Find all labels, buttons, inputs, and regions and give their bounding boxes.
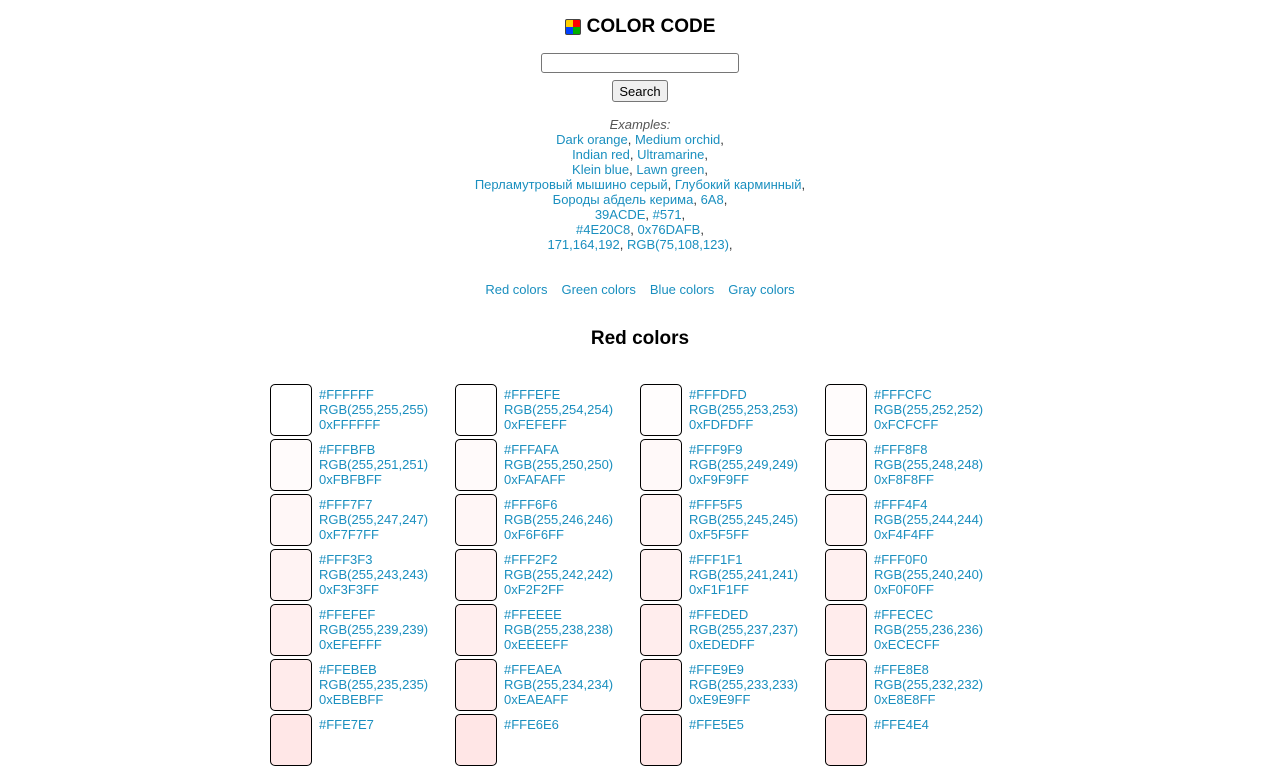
page-header: [0, 16, 1280, 40]
color-hex-link[interactable]: #FFE6E6: [504, 717, 559, 732]
color-info-line: [689, 472, 798, 487]
color-info: [874, 387, 983, 432]
color-hex-link[interactable]: #FFF1F1: [689, 552, 743, 567]
color-rgb-link[interactable]: RGB(255,245,245): [689, 512, 799, 527]
color-info-line: [689, 717, 744, 732]
color-swatch[interactable]: [825, 494, 867, 546]
color-info-line: [504, 472, 613, 487]
color-item: [455, 439, 635, 491]
color-hex-link[interactable]: #FFE4E4: [874, 717, 929, 732]
color-swatch[interactable]: [455, 714, 497, 766]
color-swatch[interactable]: [640, 549, 682, 601]
color-code-link[interactable]: 0xF6F6FF: [504, 527, 564, 542]
color-swatch[interactable]: [455, 494, 497, 546]
color-swatch[interactable]: [270, 604, 312, 656]
color-info: [874, 662, 983, 707]
color-info-line: [319, 622, 428, 637]
section-title: Red colors: [590, 328, 690, 349]
separator: ,: [704, 162, 708, 177]
nav-link-red-colors[interactable]: Red colors: [485, 282, 548, 297]
color-hex-link[interactable]: #FFFAFA: [504, 442, 559, 457]
color-hex-link[interactable]: #FFECEC: [874, 607, 934, 622]
examples-line: [0, 192, 1280, 207]
color-info-line: [504, 677, 613, 692]
color-info-line: [874, 402, 983, 417]
color-hex-link[interactable]: #FFF5F5: [689, 497, 743, 512]
examples-line: [0, 222, 1280, 237]
example-link[interactable]: 171,164,192: [547, 237, 620, 252]
separator: ,: [693, 192, 701, 207]
color-swatch[interactable]: [640, 659, 682, 711]
color-info-line: [689, 442, 798, 457]
nav-link-gray-colors[interactable]: Gray colors: [728, 282, 795, 297]
color-code-link[interactable]: 0xEBEBFF: [319, 692, 384, 707]
color-info: [319, 387, 428, 432]
color-info-line: [504, 637, 613, 652]
color-swatch[interactable]: [825, 384, 867, 436]
color-swatch[interactable]: [640, 714, 682, 766]
color-info-line: [689, 582, 798, 597]
color-info: [689, 497, 798, 542]
color-info: [689, 442, 798, 487]
color-code-link[interactable]: 0xFBFBFF: [319, 472, 382, 487]
example-link[interactable]: RGB(75,108,123): [627, 237, 729, 252]
color-info-line: [504, 607, 613, 622]
color-info-line: [874, 417, 983, 432]
color-info-line: [319, 717, 374, 732]
color-hex-link[interactable]: #FFEEEE: [504, 607, 562, 622]
color-info-line: [874, 527, 983, 542]
color-code-link[interactable]: 0xEAEAFF: [504, 692, 569, 707]
color-code-link[interactable]: 0xEFEFFF: [319, 637, 382, 652]
color-swatch[interactable]: [455, 439, 497, 491]
color-rgb-link[interactable]: RGB(255,247,247): [319, 512, 429, 527]
color-logo-icon: [565, 19, 581, 35]
color-rgb-link[interactable]: RGB(255,240,240): [874, 567, 984, 582]
color-code-link[interactable]: 0xFFFFFF: [319, 417, 381, 432]
color-info-line: [319, 552, 428, 567]
color-rgb-link[interactable]: RGB(255,246,246): [504, 512, 614, 527]
examples-line: [0, 177, 1280, 192]
color-info: [874, 552, 983, 597]
color-code-link[interactable]: 0xF5F5FF: [689, 527, 749, 542]
color-info-line: [874, 677, 983, 692]
color-info-line: [689, 567, 798, 582]
color-item: [270, 439, 450, 491]
separator: ,: [619, 237, 627, 252]
search-bar: [0, 53, 1280, 73]
examples-label: Examples:: [609, 117, 671, 132]
color-info-line: [504, 622, 613, 637]
color-info: [504, 442, 613, 487]
example-link[interactable]: 39ACDE: [594, 207, 646, 222]
color-info: [504, 552, 613, 597]
color-info-line: [319, 457, 428, 472]
color-info-line: [319, 497, 428, 512]
color-hex-link[interactable]: #FFF9F9: [689, 442, 743, 457]
color-swatch[interactable]: [825, 549, 867, 601]
color-code-link[interactable]: 0xECECFF: [874, 637, 940, 652]
example-link[interactable]: #571: [652, 207, 682, 222]
color-info-line: [319, 692, 428, 707]
color-info-line: [504, 582, 613, 597]
color-hex-link[interactable]: #FFF7F7: [319, 497, 373, 512]
color-rgb-link[interactable]: RGB(255,252,252): [874, 402, 984, 417]
color-swatch[interactable]: [640, 384, 682, 436]
color-info-line: [874, 637, 983, 652]
color-info-line: [689, 417, 798, 432]
color-swatch[interactable]: [455, 384, 497, 436]
color-rgb-link[interactable]: RGB(255,238,238): [504, 622, 614, 637]
separator: ,: [723, 192, 728, 207]
color-info: [319, 497, 428, 542]
color-hex-link[interactable]: #FFE8E8: [874, 662, 929, 677]
color-info-line: [319, 567, 428, 582]
color-info: [319, 717, 374, 732]
color-hex-link[interactable]: #FFEFEF: [319, 607, 376, 622]
color-hex-link[interactable]: #FFF6F6: [504, 497, 558, 512]
color-rgb-link[interactable]: RGB(255,244,244): [874, 512, 984, 527]
color-hex-link[interactable]: #FFF3F3: [319, 552, 373, 567]
color-code-link[interactable]: 0xE8E8FF: [874, 692, 936, 707]
color-item: [825, 384, 1005, 436]
color-rgb-link[interactable]: RGB(255,248,248): [874, 457, 984, 472]
color-info: [874, 442, 983, 487]
color-info-line: [319, 472, 428, 487]
example-link[interactable]: 6A8: [700, 192, 724, 207]
color-item: [640, 714, 820, 766]
color-hex-link[interactable]: #FFE9E9: [689, 662, 744, 677]
color-swatch[interactable]: [825, 604, 867, 656]
color-item: [825, 604, 1005, 656]
color-info-line: [689, 457, 798, 472]
color-info-line: [874, 692, 983, 707]
color-rgb-link[interactable]: RGB(255,236,236): [874, 622, 984, 637]
search-button[interactable]: Search: [612, 80, 667, 102]
color-rgb-link[interactable]: RGB(255,237,237): [689, 622, 799, 637]
example-link[interactable]: 0x76DAFB: [637, 222, 701, 237]
example-link[interactable]: #4E20C8: [576, 222, 631, 237]
color-item: [640, 384, 820, 436]
color-rgb-link[interactable]: RGB(255,243,243): [319, 567, 429, 582]
color-swatch[interactable]: [825, 714, 867, 766]
color-info-line: [874, 717, 929, 732]
color-info: [504, 607, 613, 652]
example-link[interactable]: Глубокий карминный: [674, 177, 802, 192]
example-link[interactable]: Indian red: [572, 147, 630, 162]
color-item: [825, 439, 1005, 491]
examples-line: [0, 147, 1280, 162]
color-info: [319, 442, 428, 487]
color-code-link[interactable]: 0xF0F0FF: [874, 582, 934, 597]
color-item: [270, 604, 450, 656]
color-info: [689, 552, 798, 597]
color-info: [319, 662, 428, 707]
color-hex-link[interactable]: #FFE5E5: [689, 717, 744, 732]
color-info-line: [319, 607, 428, 622]
color-info-line: [689, 637, 798, 652]
color-info: [689, 717, 744, 732]
examples-list: [0, 117, 1280, 252]
color-info-line: [689, 622, 798, 637]
color-item: [455, 714, 635, 766]
separator: ,: [728, 237, 733, 252]
color-rgb-link[interactable]: RGB(255,242,242): [504, 567, 614, 582]
color-item: [455, 494, 635, 546]
color-swatch[interactable]: [270, 714, 312, 766]
color-info-line: [319, 582, 428, 597]
color-code-link[interactable]: 0xE9E9FF: [689, 692, 751, 707]
color-info: [504, 717, 559, 732]
examples-line: [0, 237, 1280, 252]
color-hex-link[interactable]: #FFE7E7: [319, 717, 374, 732]
color-info-line: [689, 607, 798, 622]
color-swatch[interactable]: [455, 659, 497, 711]
color-info-line: [689, 552, 798, 567]
examples-line: [0, 162, 1280, 177]
example-link[interactable]: Dark orange: [556, 132, 628, 147]
color-swatch[interactable]: [640, 439, 682, 491]
color-item: [640, 659, 820, 711]
color-info-line: [874, 442, 983, 457]
separator: ,: [720, 132, 724, 147]
color-info-line: [319, 677, 428, 692]
color-item: [640, 439, 820, 491]
color-info-line: [504, 497, 613, 512]
color-swatch[interactable]: [825, 659, 867, 711]
color-info-line: [504, 692, 613, 707]
color-info: [689, 607, 798, 652]
color-info-line: [874, 552, 983, 567]
color-hex-link[interactable]: #FFEDED: [689, 607, 749, 622]
color-rgb-link[interactable]: RGB(255,239,239): [319, 622, 429, 637]
example-link[interactable]: Бороды абдель керима: [552, 192, 694, 207]
separator: ,: [801, 177, 806, 192]
color-info-line: [504, 512, 613, 527]
color-info-line: [874, 497, 983, 512]
color-info-line: [689, 662, 798, 677]
color-code-link[interactable]: 0xFAFAFF: [504, 472, 566, 487]
color-info-line: [689, 402, 798, 417]
color-hex-link[interactable]: #FFFCFC: [874, 387, 932, 402]
search-button-wrap: [0, 80, 1280, 102]
color-swatch[interactable]: [270, 494, 312, 546]
color-info: [504, 497, 613, 542]
color-info-line: [874, 387, 983, 402]
color-info-line: [504, 402, 613, 417]
separator: ,: [645, 207, 653, 222]
color-code-link[interactable]: 0xF8F8FF: [874, 472, 934, 487]
color-swatch[interactable]: [270, 439, 312, 491]
color-info: [874, 607, 983, 652]
color-info: [504, 387, 613, 432]
color-info-line: [504, 442, 613, 457]
color-hex-link[interactable]: #FFF4F4: [874, 497, 928, 512]
color-swatch[interactable]: [640, 494, 682, 546]
color-info: [874, 717, 929, 732]
color-hex-link[interactable]: #FFF0F0: [874, 552, 928, 567]
color-rgb-link[interactable]: RGB(255,232,232): [874, 677, 984, 692]
color-info-line: [689, 677, 798, 692]
separator: ,: [681, 207, 686, 222]
color-info-line: [874, 607, 983, 622]
color-item: [270, 494, 450, 546]
color-swatch[interactable]: [270, 659, 312, 711]
site-title-text: COLOR CODE: [586, 16, 716, 37]
color-info-line: [874, 457, 983, 472]
color-info-line: [504, 417, 613, 432]
color-swatch[interactable]: [455, 604, 497, 656]
color-rgb-link[interactable]: RGB(255,241,241): [689, 567, 799, 582]
color-info: [319, 607, 428, 652]
color-info-line: [874, 472, 983, 487]
color-info-line: [319, 512, 428, 527]
search-input[interactable]: [541, 53, 739, 73]
color-info-line: [689, 387, 798, 402]
color-item: [640, 604, 820, 656]
color-swatch[interactable]: [825, 439, 867, 491]
color-info-line: [319, 402, 428, 417]
color-rgb-link[interactable]: RGB(255,249,249): [689, 457, 799, 472]
color-hex-link[interactable]: #FFFDFD: [689, 387, 747, 402]
separator: ,: [704, 147, 708, 162]
color-info: [504, 662, 613, 707]
color-hex-link[interactable]: #FFFBFB: [319, 442, 376, 457]
separator: ,: [629, 162, 637, 177]
color-code-link[interactable]: 0xF2F2FF: [504, 582, 564, 597]
color-info-line: [319, 387, 428, 402]
example-link[interactable]: Klein blue: [572, 162, 630, 177]
separator: ,: [630, 222, 638, 237]
color-item: [270, 714, 450, 766]
color-code-link[interactable]: 0xEDEDFF: [689, 637, 755, 652]
color-code-link[interactable]: 0xFDFDFF: [689, 417, 754, 432]
color-hex-link[interactable]: #FFEBEB: [319, 662, 377, 677]
color-info-line: [874, 662, 983, 677]
color-hex-link[interactable]: #FFF8F8: [874, 442, 928, 457]
color-info: [689, 387, 798, 432]
color-code-link[interactable]: 0xF3F3FF: [319, 582, 379, 597]
color-rgb-link[interactable]: RGB(255,235,235): [319, 677, 429, 692]
color-item: [825, 714, 1005, 766]
color-code-link[interactable]: 0xF7F7FF: [319, 527, 379, 542]
color-item: [640, 494, 820, 546]
color-swatch[interactable]: [455, 549, 497, 601]
color-code-link[interactable]: 0xF9F9FF: [689, 472, 749, 487]
example-link[interactable]: Lawn green: [636, 162, 705, 177]
color-info-line: [689, 512, 798, 527]
site-title[interactable]: [565, 16, 716, 38]
color-hex-link[interactable]: #FFEAEA: [504, 662, 562, 677]
color-code-link[interactable]: 0xFCFCFF: [874, 417, 939, 432]
color-info-line: [504, 457, 613, 472]
color-hex-link[interactable]: #FFF2F2: [504, 552, 558, 567]
color-info-line: [689, 497, 798, 512]
color-code-link[interactable]: 0xF4F4FF: [874, 527, 934, 542]
color-rgb-link[interactable]: RGB(255,254,254): [504, 402, 614, 417]
separator: ,: [629, 147, 638, 162]
color-info-line: [874, 567, 983, 582]
color-category-nav: [0, 282, 1280, 297]
color-item: [825, 549, 1005, 601]
example-link[interactable]: Перламутровый мышино серый: [474, 177, 668, 192]
separator: ,: [627, 132, 635, 147]
color-info-line: [504, 527, 613, 542]
separator: ,: [700, 222, 704, 237]
color-hex-link[interactable]: #FFFFFF: [319, 387, 374, 402]
separator: ,: [667, 177, 675, 192]
color-code-link[interactable]: 0xFEFEFF: [504, 417, 567, 432]
color-item: [825, 494, 1005, 546]
examples-line: [0, 132, 1280, 147]
color-item: [270, 384, 450, 436]
color-item: [455, 384, 635, 436]
color-info-line: [319, 662, 428, 677]
color-swatch[interactable]: [270, 384, 312, 436]
color-info-line: [504, 567, 613, 582]
color-info-line: [874, 582, 983, 597]
color-swatch[interactable]: [270, 549, 312, 601]
color-info: [319, 552, 428, 597]
color-info-line: [874, 622, 983, 637]
color-info-line: [689, 692, 798, 707]
color-info-line: [874, 512, 983, 527]
color-info-line: [319, 417, 428, 432]
color-hex-link[interactable]: #FFFEFE: [504, 387, 561, 402]
color-swatch[interactable]: [640, 604, 682, 656]
color-item: [270, 659, 450, 711]
color-info-line: [504, 662, 613, 677]
color-rgb-link[interactable]: RGB(255,250,250): [504, 457, 614, 472]
color-info-line: [689, 527, 798, 542]
color-info-line: [504, 387, 613, 402]
color-rgb-link[interactable]: RGB(255,234,234): [504, 677, 614, 692]
color-item: [455, 549, 635, 601]
color-rgb-link[interactable]: RGB(255,255,255): [319, 402, 429, 417]
color-info: [874, 497, 983, 542]
color-item: [455, 604, 635, 656]
color-info: [689, 662, 798, 707]
color-rgb-link[interactable]: RGB(255,233,233): [689, 677, 799, 692]
color-info-line: [319, 527, 428, 542]
color-info-line: [319, 442, 428, 457]
nav-link-green-colors[interactable]: Green colors: [561, 282, 636, 297]
color-code-link[interactable]: 0xF1F1FF: [689, 582, 749, 597]
nav-link-blue-colors[interactable]: Blue colors: [649, 282, 715, 297]
color-code-link[interactable]: 0xEEEEFF: [504, 637, 569, 652]
color-info-line: [504, 552, 613, 567]
color-info-line: [504, 717, 559, 732]
color-item: [455, 659, 635, 711]
color-item: [270, 549, 450, 601]
color-item: [640, 549, 820, 601]
examples-line: [0, 207, 1280, 222]
color-item: [825, 659, 1005, 711]
example-link[interactable]: Ultramarine: [637, 147, 705, 162]
color-info-line: [319, 637, 428, 652]
color-rgb-link[interactable]: RGB(255,251,251): [319, 457, 429, 472]
example-link[interactable]: Medium orchid: [634, 132, 721, 147]
color-rgb-link[interactable]: RGB(255,253,253): [689, 402, 799, 417]
